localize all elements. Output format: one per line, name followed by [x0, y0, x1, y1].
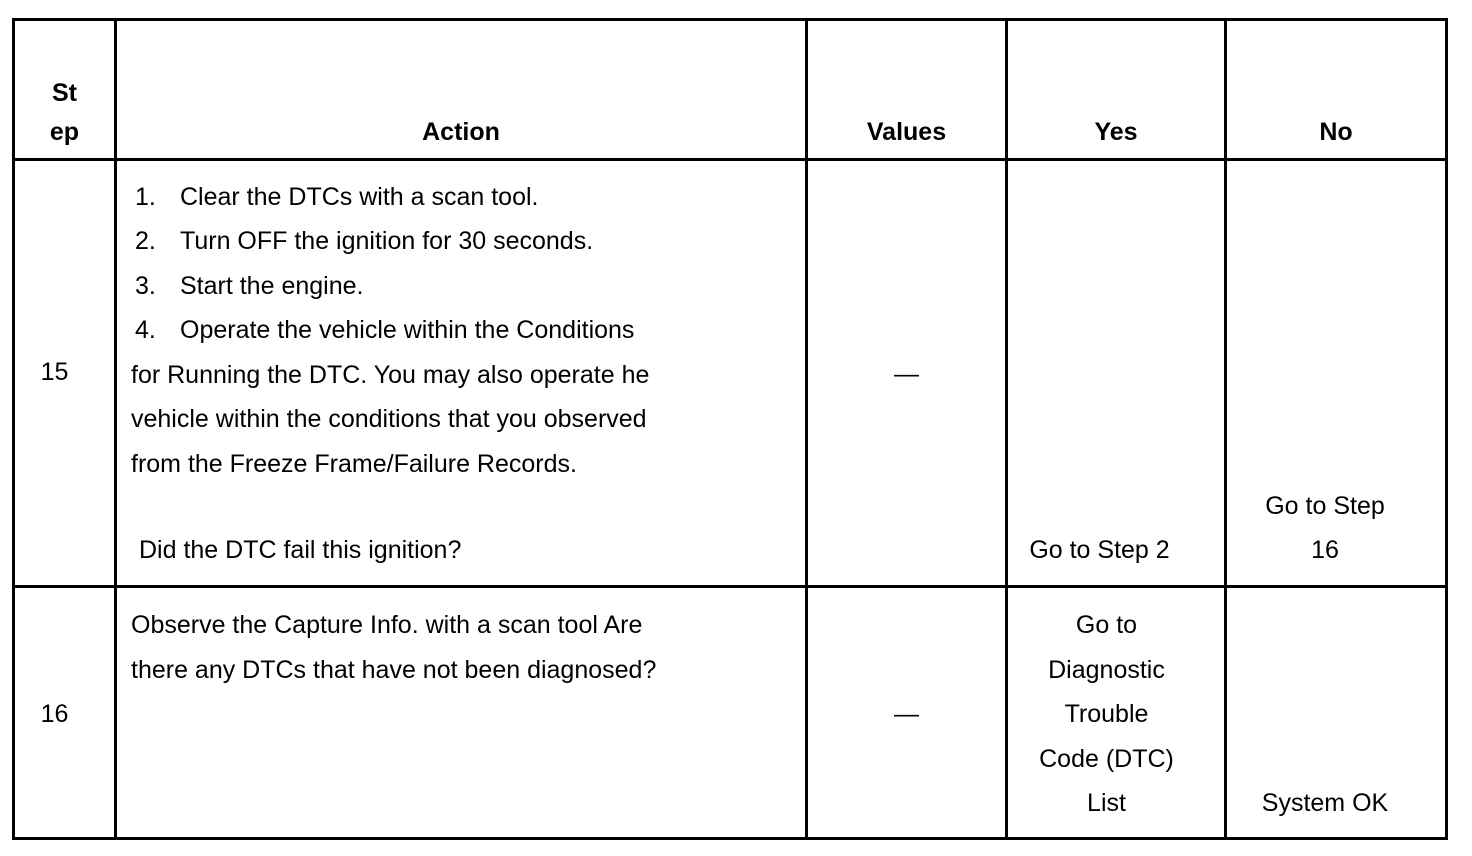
row-16-step: 16 — [40, 700, 69, 728]
header-step-line2: ep — [49, 118, 80, 146]
row-16-yes-line-5: List — [1087, 789, 1126, 817]
diagnostic-table — [12, 18, 1448, 840]
action-step-3 — [135, 264, 363, 308]
action-step-2-number: 2. — [135, 227, 156, 255]
action-continuation-line-2: vehicle within the conditions that you observed — [131, 405, 647, 433]
row-15-no-line1: Go to Step — [1265, 492, 1385, 520]
header-action: Action — [422, 118, 500, 146]
action-question: Did the DTC fail this ignition? — [139, 536, 462, 564]
row-16-yes-line-3: Trouble — [1064, 700, 1149, 728]
header-step — [15, 74, 114, 152]
row-16-yes-line-1: Go to — [1075, 611, 1138, 639]
action-step-2-text: Turn OFF the ignition for 30 seconds. — [180, 227, 594, 255]
header-yes: Yes — [1094, 118, 1138, 146]
row-15-no-line2: 16 — [1311, 536, 1339, 564]
row-divider — [12, 585, 1448, 588]
action-step-4-text: Operate the vehicle within the Conditions — [180, 316, 635, 344]
action-continuation-line-1: for Running the DTC. You may also operate he — [131, 361, 650, 389]
table-border-bottom — [12, 837, 1448, 840]
header-divider — [12, 158, 1448, 161]
row-15-yes: Go to Step 2 — [1029, 536, 1170, 564]
row-15-step: 15 — [40, 358, 69, 386]
row-16-action-line-2: there any DTCs that have not been diagnosed? — [131, 656, 657, 684]
action-step-1 — [135, 175, 538, 219]
action-step-1-text: Clear the DTCs with a scan tool. — [180, 183, 539, 211]
row-16-value: — — [894, 700, 919, 728]
row-16-action-line-1: Observe the Capture Info. with a scan tool Are — [131, 611, 643, 639]
action-step-3-number: 3. — [135, 272, 156, 300]
action-step-4-number: 4. — [135, 316, 156, 344]
header-values: Values — [866, 118, 947, 146]
action-continuation-line-3: from the Freeze Frame/Failure Records. — [131, 450, 577, 478]
row-15-value: — — [894, 360, 919, 388]
action-step-1-number: 1. — [135, 183, 156, 211]
action-step-2 — [135, 219, 593, 263]
row-16-yes-line-4: Code (DTC) — [1039, 745, 1174, 773]
table-border-right — [1445, 18, 1448, 840]
row-16-yes-line-2: Diagnostic — [1048, 656, 1165, 684]
table-border-top — [12, 18, 1448, 21]
action-step-3-text: Start the engine. — [180, 272, 364, 300]
header-no: No — [1319, 118, 1353, 146]
row-16-no: System OK — [1261, 789, 1389, 817]
action-step-4 — [135, 308, 634, 352]
header-step-line1: St — [52, 79, 77, 107]
